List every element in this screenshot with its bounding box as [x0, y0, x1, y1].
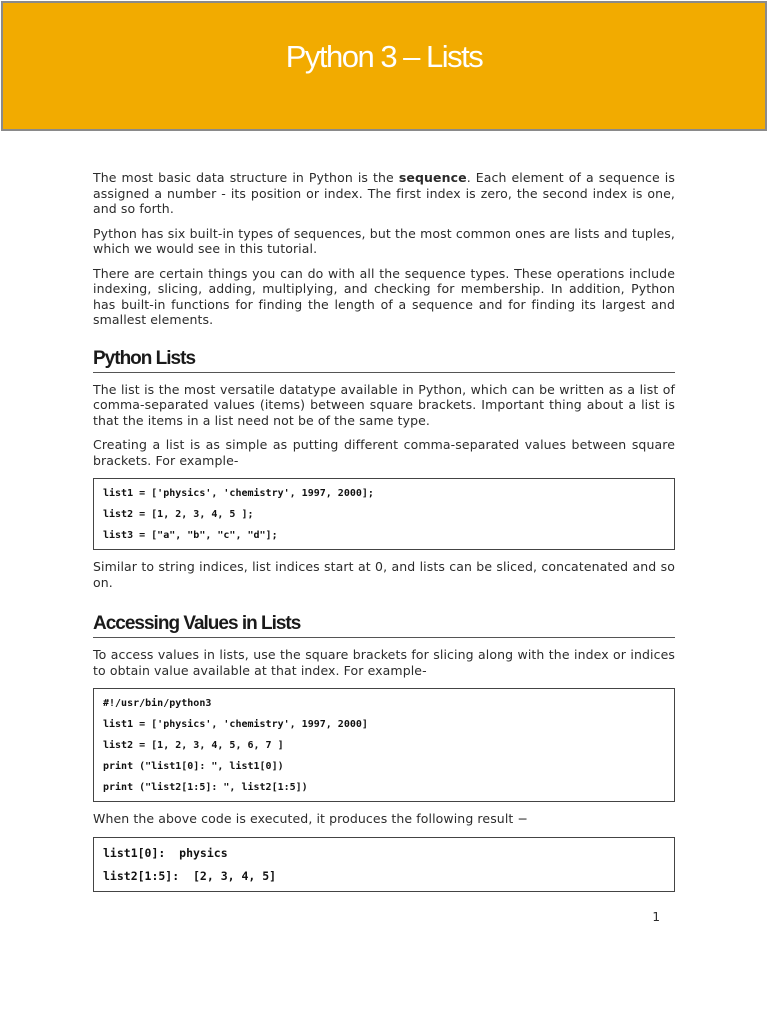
python-lists-paragraph-1: The list is the most versatile datatype available in Python, which can be written as a list of comma-separated values (items) between square brackets. Important thing about a list is that the items in a list need not be of the same type. [93, 381, 675, 428]
intro-text-start: The most basic data structure in Python is the [93, 170, 399, 185]
code-line: print ("list1[0]: ", list1[0]) [103, 761, 284, 772]
code-line: print ("list2[1:5]: ", list2[1:5]) [103, 782, 308, 793]
accessing-values-paragraph-1: To access values in lists, use the square brackets for slicing along with the index or indices to obtain value available at that index. For example- [93, 647, 675, 678]
intro-paragraph-1 [93, 170, 675, 217]
intro-paragraph-3: There are certain things you can do with all the sequence types. These operations include indexing, slicing, adding, multiplying, and checking for membership. In addition, Python has built-in functions for finding the length of a sequence and for finding its largest and smallest elements. [93, 265, 675, 327]
intro-text-end: . Each element of a sequence is assigned a number - its position or index. The first index is zero, the second index is one, and so forth. [93, 170, 675, 216]
code-block-list-creation [93, 478, 675, 550]
code-line: list3 = ["a", "b", "c", "d"]; [103, 530, 278, 541]
section-heading-accessing-values: Accessing Values in Lists [93, 613, 675, 638]
output-line: list2[1:5]: [2, 3, 4, 5] [103, 868, 277, 883]
code-line: list2 = [1, 2, 3, 4, 5, 6, 7 ] [103, 740, 284, 751]
python-lists-paragraph-3: Similar to string indices, list indices start at 0, and lists can be sliced, concatenated and so on. [93, 559, 675, 590]
accessing-values-paragraph-2: When the above code is executed, it produces the following result − [93, 811, 529, 826]
code-line: list1 = ['physics', 'chemistry', 1997, 2000]; [103, 488, 374, 499]
output-block [93, 837, 675, 892]
sequence-term: sequence [398, 170, 467, 185]
page-number: 1 [652, 910, 660, 924]
section-heading-python-lists: Python Lists [93, 348, 675, 373]
code-line: list2 = [1, 2, 3, 4, 5 ]; [103, 509, 254, 520]
code-line: list1 = ['physics', 'chemistry', 1997, 2000] [103, 719, 368, 730]
code-block-accessing-values [93, 688, 675, 802]
output-line: list1[0]: physics [103, 845, 228, 860]
intro-paragraph-2: Python has six built-in types of sequences, but the most common ones are lists and tuples, which we would see in this tutorial. [93, 225, 675, 256]
page-title: Python 3 – Lists [285, 39, 483, 74]
python-lists-paragraph-2: Creating a list is as simple as putting different comma-separated values between square brackets. For example- [93, 437, 675, 468]
code-line: #!/usr/bin/python3 [103, 698, 212, 709]
document-body [93, 170, 675, 901]
header-banner [1, 1, 767, 131]
